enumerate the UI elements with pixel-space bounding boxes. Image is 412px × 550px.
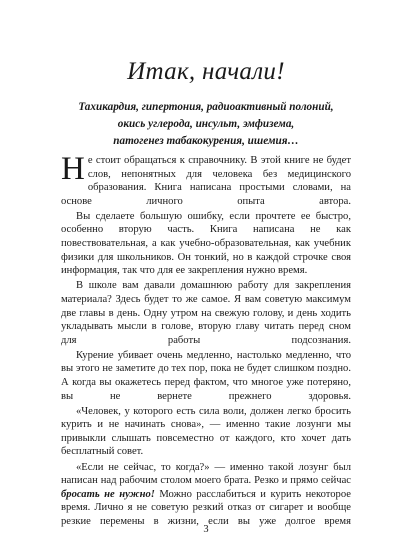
epigraph-line: окись углерода, инсульт, эмфизема, — [117, 118, 295, 130]
paragraph-text: Можно расслабиться и курить некоторое время. Лично я не советую резкий отказ от сигарет и вообще резкие перемены в жизни, если вы уже долгое время — [61, 488, 351, 527]
body-text — [61, 151, 351, 530]
drop-cap: Н — [61, 151, 85, 187]
emphasis-text: бросать не нужно! — [61, 488, 155, 500]
paragraph: Курение убивает очень медленно, настолько медленно, что вы этого не заметите до тех пор, пока не будет слишком поздно. А когда вы окажетесь перед фактом, что многое уже потеряно, вы не вернете прежнего здоровья. — [61, 349, 351, 402]
paragraph: «Человек, у которого есть сила воли, должен легко бросить курить и не начинать снова», — именно такие лозунги мы привыкли слышать повсеместно от каждого, кто хочет дать бесплатный совет. — [61, 405, 351, 458]
epigraph-line: Тахикардия, гипертония, радиоактивный полоний, — [78, 101, 334, 113]
chapter-epigraph — [58, 99, 354, 150]
paragraph: Вы сделаете большую ошибку, если прочтете ее быстро, особенно вторую часть. Книга написана не как повествовательная, а как учебно-образовательная, как учебник физики для школьников. Он тонкий, но в каждой строчке своя информация, так что для ее закрепления нужно время. — [61, 210, 351, 277]
paragraph-text: «Если не сейчас, то когда?» — именно такой лозунг был написан над рабочим столом моего брата. Резко и прямо сейчас — [61, 461, 351, 487]
paragraph: В школе вам давали домашнюю работу для закрепления материала? Здесь будет то же самое. Я вам советую максимум две главы в день. Одну утром на свежую голову, и день ходить укладывать мысли в голове, вторую главу читать перед сном для работы подсознания. — [61, 280, 351, 346]
paragraph — [61, 151, 351, 208]
page-number: 3 — [203, 524, 209, 535]
chapter-title: Итак, начали! — [127, 58, 285, 85]
paragraph — [61, 461, 351, 529]
paragraph-text: е стоит обращаться к справочнику. В этой книге не будет слов, непонятных для человека без медицинского образования. Книга написана простыми словами, на основе личного опыта автора. — [61, 155, 351, 207]
epigraph-line: патогенез табакокурения, ишемия… — [113, 135, 299, 147]
